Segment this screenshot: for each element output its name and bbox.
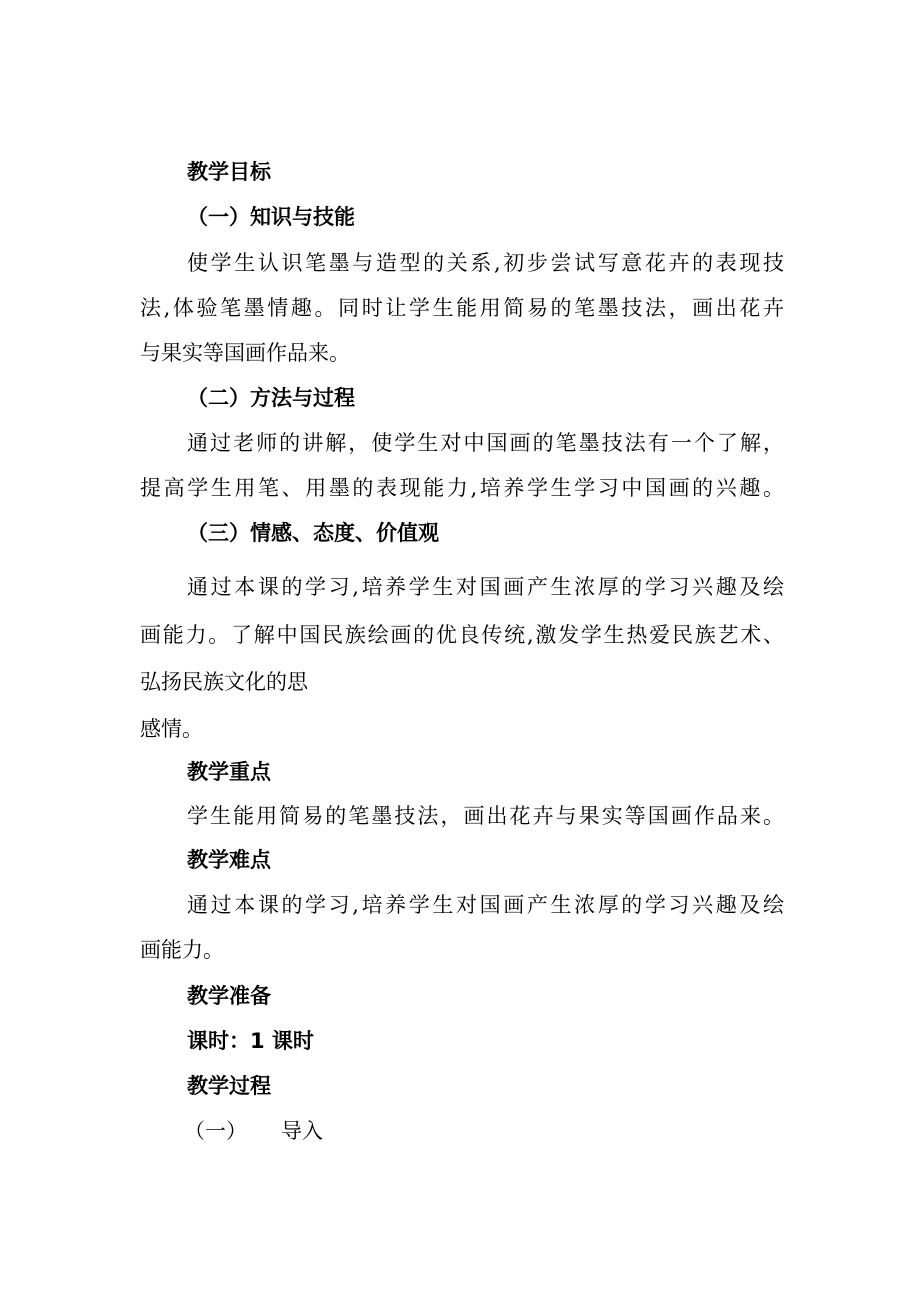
paragraph-line: 与果实等国画作品来。 [140,341,350,365]
paragraph-line: 通过本课的学习,培养学生对国画产生浓厚的学习兴趣及绘 [187,575,784,599]
paragraph-line: 法,体验笔墨情趣。同时让学生能用简易的笔墨技法，画出花卉 [140,296,784,320]
process-item-number: （一） [184,1119,247,1143]
heading-teaching-key-points: 教学重点 [187,760,271,784]
paragraph-line: 感情。 [140,717,203,741]
section-title-emotion-attitude-values: （三）情感、态度、价值观 [187,521,439,545]
paragraph-line: 画能力。了解中国民族绘画的优良传统,激发学生热爱民族艺术、 [140,623,784,647]
heading-teaching-process: 教学过程 [187,1074,271,1098]
section-title-knowledge-skills: （一）知识与技能 [187,205,355,229]
heading-teaching-objectives: 教学目标 [187,160,271,184]
paragraph-line: 提高学生用笔、用墨的表现能力,培养学生学习中国画的兴趣。 [140,476,784,500]
process-item-text: 导入 [281,1119,323,1143]
paragraph-line: 使学生认识笔墨与造型的关系,初步尝试写意花卉的表现技 [187,251,784,275]
heading-teaching-difficulties: 教学难点 [187,848,271,872]
paragraph-line: 学生能用简易的笔墨技法，画出花卉与果实等国画作品来。 [187,804,784,828]
paragraph-line: 弘扬民族文化的思 [140,670,308,694]
heading-teaching-preparation: 教学准备 [187,984,271,1008]
paragraph-line: 画能力。 [140,938,224,962]
section-title-method-process: （二）方法与过程 [187,386,355,410]
paragraph-line: 通过本课的学习,培养学生对国画产生浓厚的学习兴趣及绘 [187,893,784,917]
class-hours: 课时：1 课时 [187,1029,314,1053]
paragraph-line: 通过老师的讲解，使学生对中国画的笔墨技法有一个了解， [187,431,784,455]
